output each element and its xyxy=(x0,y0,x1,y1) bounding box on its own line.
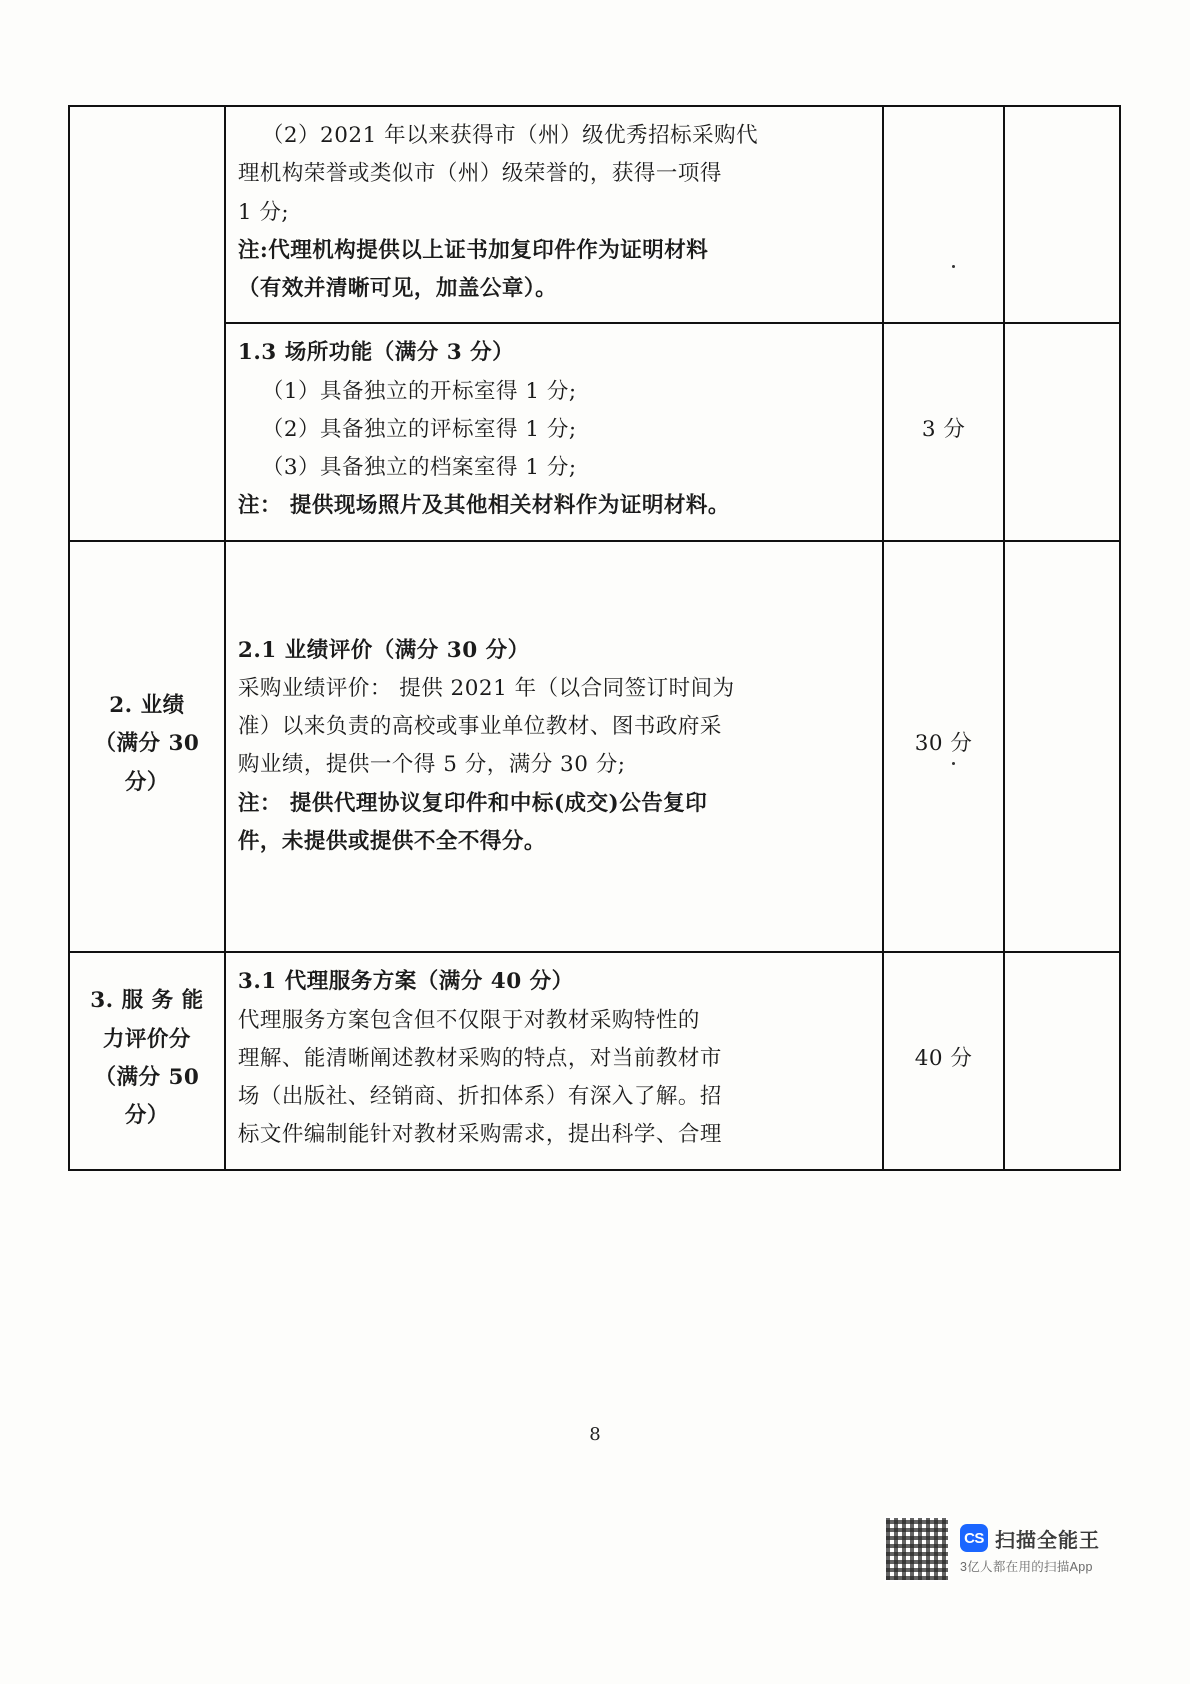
row-category-cell-4 xyxy=(69,952,225,1169)
table-row xyxy=(69,106,1120,323)
category-line: 3. 服 务 能 xyxy=(90,988,204,1014)
body-line: 1.3 场所功能（满分 3 分） xyxy=(237,340,515,366)
body-line: 购业绩，提供一个得 5 分，满分 30 分; xyxy=(237,752,626,778)
body-line: 注： 提供现场照片及其他相关材料作为证明材料。 xyxy=(237,493,730,519)
body-line: 注:代理机构提供以上证书加复印件作为证明材料 xyxy=(237,237,709,263)
scan-speck xyxy=(952,762,955,765)
body-line: 标文件编制能针对教材采购需求，提出科学、合理 xyxy=(237,1122,722,1148)
row-note-cell-3 xyxy=(1004,541,1120,953)
watermark-tagline: 3亿人都在用的扫描App xyxy=(960,1559,1093,1574)
body-line: （2）2021 年以来获得市（州）级优秀招标采购代 xyxy=(261,123,759,148)
scan-app-watermark xyxy=(884,1516,1100,1582)
body-line: 1 分; xyxy=(237,199,290,225)
body-line: （2）具备独立的评标室得 1 分; xyxy=(261,416,577,442)
row-score-cell-3: 30 分 xyxy=(883,541,1004,953)
row-body-cell-2 xyxy=(225,323,883,540)
evaluation-score-table xyxy=(68,105,1121,1171)
row-score-cell-4: 40 分 xyxy=(883,952,1004,1169)
scan-speck xyxy=(952,265,955,268)
row-note-cell-1 xyxy=(1004,106,1120,323)
row-note-cell-2 xyxy=(1004,323,1120,540)
body-line: 理机构荣誉或类似市（州）级荣誉的，获得一项得 xyxy=(237,161,722,187)
body-line: 件，未提供或提供不全不得分。 xyxy=(237,828,546,854)
row-score-cell-2: 3 分 xyxy=(883,323,1004,540)
body-line: （有效并清晰可见，加盖公章）。 xyxy=(237,276,558,302)
body-line: 场（出版社、经销商、折扣体系）有深入了解。招 xyxy=(237,1084,722,1110)
category-line: 分） xyxy=(124,1103,169,1129)
body-line: 2.1 业绩评价（满分 30 分） xyxy=(237,637,530,663)
row-category-cell-1 xyxy=(69,106,225,541)
body-line: 代理服务方案包含但不仅限于对教材采购特性的 xyxy=(237,1007,700,1033)
body-line: 理解、能清晰阐述教材采购的特点，对当前教材市 xyxy=(237,1045,722,1071)
watermark-title-row xyxy=(960,1524,1100,1553)
watermark-app-name: 扫描全能王 xyxy=(995,1529,1100,1552)
table-row xyxy=(69,541,1120,953)
row-body-cell-1 xyxy=(225,106,883,323)
row-note-cell-4 xyxy=(1004,952,1120,1169)
body-line: 采购业绩评价： 提供 2021 年（以合同签订时间为 xyxy=(237,675,735,701)
category-line: （满分 30 xyxy=(94,731,200,757)
row-score-cell-1 xyxy=(883,106,1004,323)
page-number: 8 xyxy=(589,1424,601,1445)
table-row xyxy=(69,952,1120,1169)
row-body-cell-3 xyxy=(225,541,883,953)
body-line: （3）具备独立的档案室得 1 分; xyxy=(261,455,577,481)
table-row xyxy=(69,323,1120,540)
body-line: （1）具备独立的开标室得 1 分; xyxy=(261,378,577,404)
row-body-cell-4 xyxy=(225,952,883,1169)
body-line: 3.1 代理服务方案（满分 40 分） xyxy=(237,969,574,995)
qr-code-icon xyxy=(884,1516,950,1582)
body-line: 注： 提供代理协议复印件和中标(成交)公告复印 xyxy=(237,790,708,816)
category-line: 力评价分 xyxy=(102,1026,191,1052)
body-line: 准）以来负责的高校或事业单位教材、图书政府采 xyxy=(237,714,722,740)
category-line: 分） xyxy=(124,769,169,795)
category-line: （满分 50 xyxy=(94,1064,200,1090)
category-line: 2. 业绩 xyxy=(109,693,185,719)
camscanner-logo-icon: CS xyxy=(960,1524,988,1552)
row-category-cell-3 xyxy=(69,541,225,953)
watermark-text-group xyxy=(960,1524,1100,1575)
